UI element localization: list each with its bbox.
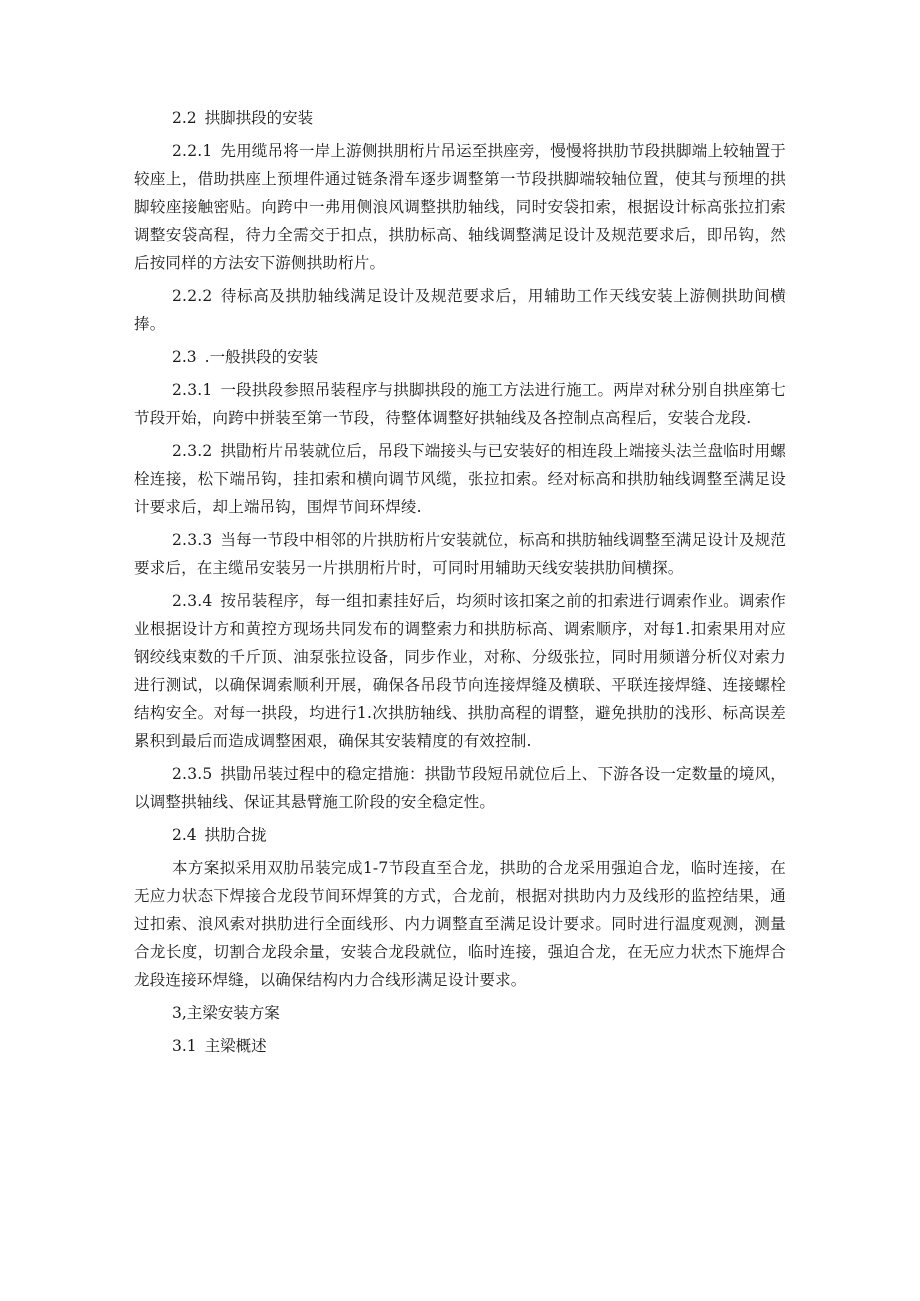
- section-title: 拱肋合拢: [204, 826, 267, 844]
- section-title: 拱脚拱段的安装: [204, 109, 314, 127]
- paragraph-text: 拱勖桁片吊装就位后，吊段下端接头与已安装好的相连段上端接头法兰盘临时用螺栓连接，松下端吊钩，挂扣索和横向调节风缆，张拉扣索。经对标高和拱肋轴线调整至满足设计要求后，却上端吊钩，围焊节间环焊绫.: [134, 442, 786, 516]
- paragraph-text: 拱勖吊装过程中的稳定措施：拱勖节段短吊就位后上、下游各设一定数量的境风，以调整拱轴线、保证其悬臂施工阶段的安全稳定性。: [134, 765, 786, 811]
- paragraph-text: 本方案拟采用双肋吊装完成1-7节段直至合龙，拱助的合龙采用强迫合龙，临时连接，在无应力状态下焊接合龙段节间环焊箕的方式，合龙前，根据对拱助内力及线形的监控结果，通过扣索、浪风索对拱肋进行全面线形、内力调整直至满足设计要求。同时进行温度观测，测量合龙长度，切割合龙段余量，安装合龙段就位，临时连接，强迫合龙，在无应力状杰下施焊合龙段连接环焊缝，以确保结构内力合线形满足设计要求。: [134, 859, 786, 989]
- section-number: 2.2.2: [172, 287, 213, 305]
- heading-3: [134, 999, 786, 1027]
- heading-2-2: [134, 104, 786, 132]
- paragraph-2-3-3: [134, 526, 786, 582]
- paragraph-text: 一段拱段参照吊装程序与拱脚拱段的施工方法进行施工。两岸对秫分别自拱座第七节段开始，向跨中拼装至第一节段，待整体调整好拱轴线及各控制点高程后，安装合龙段.: [134, 381, 786, 427]
- paragraph-text: 先用缆吊将一岸上游侧拱朋桁片吊运至拱座旁，慢慢将拱肋节段拱脚端上较轴置于较座上，借助拱座上预埋件通过链条滑车逐步调整第一节段拱脚端较轴位置，使其与预埋的拱脚较座接触密贴。向跨中一弗用侧浪风调整拱肋轴线，同时安袋扣索，根据设计标高张拉扪索调整安袋高程，待力全需交于扣点，拱肋标高、轴线调整满足设计及规范要求后，即吊钩，然后按同样的方法安下游侧拱助桁片。: [134, 142, 786, 272]
- section-title: 主梁概述: [204, 1037, 267, 1055]
- section-number: 3,: [172, 1004, 187, 1022]
- section-number: 3.1: [172, 1037, 197, 1055]
- section-number: 2.3: [172, 348, 197, 366]
- paragraph-2-3-1: [134, 376, 786, 432]
- section-number: 2.3.5: [172, 765, 213, 783]
- section-number: 2.4: [172, 826, 197, 844]
- paragraph-text: 当每一节段中相邻的片拱肪桁片安装就位，标高和拱肪轴线调整至满足设计及规范要求后，在主缆吊安装另一片拱朋桁片时，可同时用辅助天线安装拱肋间横探。: [134, 531, 786, 577]
- section-number: 2.3.4: [172, 592, 213, 610]
- paragraph-2-2-2: [134, 282, 786, 338]
- section-title: .一般拱段的安装: [204, 348, 319, 366]
- section-title: 主梁安装方案: [186, 1004, 280, 1022]
- paragraph-2-2-1: [134, 137, 786, 277]
- paragraph-2-3-5: [134, 760, 786, 816]
- section-number: 2.3.3: [172, 531, 213, 549]
- paragraph-text: 按吊装程序，每一组扣素挂好后，均须时该扣案之前的扣索进行调索作业。调索作业根据设计方和黄控方现场共同发布的调整索力和拱肪标高、调索顺序，对每1.扣索果用对应钢绞线束数的千斤顶、油泵张拉设备，同步作业，对称、分级张拉，同时用频谱分析仪对索力进行测试，以确保调索顺利开展，确保各吊段节向连接焊缝及横联、平联连接焊缝、连接螺栓结构安全。对每一拱段，均进行1.次拱肪轴线、拱肋高程的谓整，避免拱肋的浅形、标高误差累积到最后而造成调整困艰，确保其安装精度的有效控制.: [134, 592, 786, 750]
- section-number: 2.2.1: [172, 142, 213, 160]
- section-number: 2.3.2: [172, 442, 213, 460]
- heading-3-1: [134, 1032, 786, 1060]
- document-page: [134, 104, 786, 1065]
- section-number: 2.3.1: [172, 381, 213, 399]
- section-number: 2.2: [172, 109, 197, 127]
- paragraph-closure-plan: [134, 854, 786, 994]
- paragraph-2-3-2: [134, 437, 786, 521]
- paragraph-2-3-4: [134, 587, 786, 755]
- paragraph-text: 待标高及拱肋轴线满足设计及规范要求后，用辅助工作天线安装上游侧拱助间横捧。: [134, 287, 786, 333]
- heading-2-3: [134, 343, 786, 371]
- heading-2-4: [134, 821, 786, 849]
